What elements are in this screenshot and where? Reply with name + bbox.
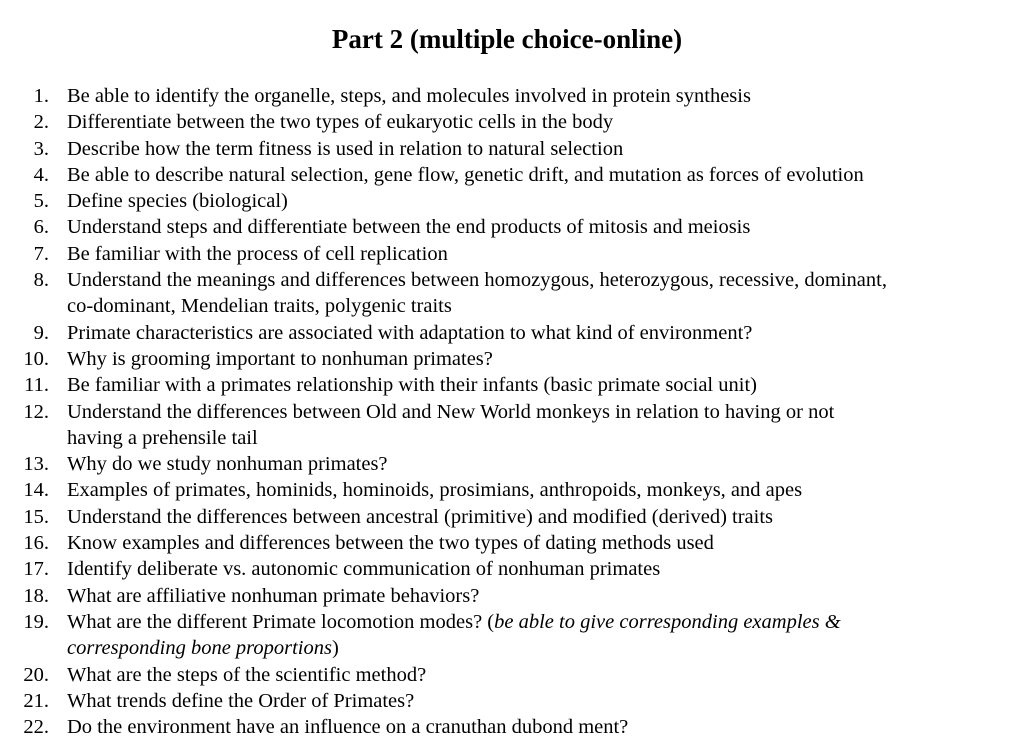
list-item — [0, 320, 1024, 346]
item-line: Define species (biological) — [67, 190, 288, 213]
list-item — [0, 214, 1024, 240]
item-line: Why is grooming important to nonhuman primates? — [67, 347, 493, 370]
item-text — [67, 241, 1024, 267]
item-text — [67, 162, 1024, 188]
item-text — [67, 267, 1024, 320]
item-number: 21. — [23, 689, 49, 712]
item-text — [67, 372, 1024, 398]
item-line: co-dominant, Mendelian traits, polygenic traits — [67, 295, 452, 318]
item-number: 22. — [23, 716, 49, 739]
item-text — [67, 504, 1024, 530]
item-line: Differentiate between the two types of eukaryotic cells in the body — [67, 111, 614, 134]
list-item — [0, 136, 1024, 162]
list-item — [0, 188, 1024, 214]
item-number: 7. — [33, 242, 49, 265]
list-item — [0, 662, 1024, 688]
list-item — [0, 477, 1024, 503]
item-line: Understand steps and differentiate between the end products of mitosis and meiosis — [67, 216, 751, 239]
item-line: What trends define the Order of Primates? — [67, 689, 415, 712]
item-number: 3. — [33, 137, 49, 160]
item-line: What are affiliative nonhuman primate behaviors? — [67, 584, 480, 607]
item-text — [67, 662, 1024, 688]
list-item — [0, 399, 1024, 452]
list-item — [0, 583, 1024, 609]
item-text-italic: be able to give corresponding examples & — [494, 610, 841, 633]
item-line: Examples of primates, hominids, hominoids, prosimians, anthropoids, monkeys, and apes — [67, 479, 803, 502]
item-number: 5. — [33, 190, 49, 213]
item-number: 4. — [33, 163, 49, 186]
item-text — [67, 136, 1024, 162]
item-line — [67, 609, 1024, 635]
list-item — [0, 714, 1024, 740]
item-text — [67, 714, 1024, 740]
item-text-italic: corresponding bone proportions — [67, 637, 332, 660]
study-guide-list — [0, 83, 1024, 740]
item-number: 8. — [33, 269, 49, 292]
item-number: 17. — [23, 558, 49, 581]
item-text — [67, 688, 1024, 714]
item-line: Understand the differences between Old and New World monkeys in relation to having or not — [67, 400, 835, 423]
item-line: Why do we study nonhuman primates? — [67, 453, 388, 476]
item-line: Describe how the term fitness is used in relation to natural selection — [67, 137, 624, 160]
item-line: Understand the differences between ancestral (primitive) and modified (derived) traits — [67, 505, 774, 528]
item-text — [67, 109, 1024, 135]
item-text — [67, 188, 1024, 214]
item-number: 6. — [33, 216, 49, 239]
item-text — [67, 214, 1024, 240]
list-item — [0, 346, 1024, 372]
item-line: Identify deliberate vs. autonomic communication of nonhuman primates — [67, 558, 661, 581]
item-text — [67, 83, 1024, 109]
item-text — [67, 346, 1024, 372]
list-item — [0, 451, 1024, 477]
item-text — [67, 320, 1024, 346]
item-line: Be able to describe natural selection, gene flow, genetic drift, and mutation as forces of evolution — [67, 163, 864, 186]
list-item — [0, 109, 1024, 135]
item-line: Be able to identify the organelle, steps, and molecules involved in protein synthesis — [67, 85, 751, 107]
item-text — [67, 399, 1024, 452]
item-number: 1. — [33, 85, 49, 107]
item-number: 13. — [23, 453, 49, 476]
item-number: 16. — [23, 532, 49, 555]
list-item — [0, 267, 1024, 320]
item-text-main: ) — [331, 637, 339, 660]
item-text — [67, 477, 1024, 503]
list-item — [0, 609, 1024, 662]
item-line: What are the steps of the scientific method? — [67, 663, 427, 686]
item-text-main: What are the different Primate locomotion modes? ( — [67, 610, 495, 633]
list-item — [0, 556, 1024, 582]
item-line: Know examples and differences between the two types of dating methods used — [67, 532, 714, 555]
item-number: 14. — [23, 479, 49, 502]
item-text — [67, 583, 1024, 609]
item-line: Be familiar with the process of cell replication — [67, 242, 448, 265]
list-item — [0, 530, 1024, 556]
list-item — [0, 83, 1024, 109]
item-line: Primate characteristics are associated with adaptation to what kind of environment? — [67, 321, 753, 344]
item-number: 19. — [23, 610, 49, 633]
item-line: Understand the meanings and differences between homozygous, heterozygous, recessive, dominant, — [67, 269, 887, 292]
item-number: 2. — [33, 111, 49, 134]
item-line — [67, 635, 1024, 661]
list-item — [0, 162, 1024, 188]
item-number: 10. — [23, 347, 49, 370]
item-text — [67, 530, 1024, 556]
list-item — [0, 372, 1024, 398]
item-number: 9. — [33, 321, 49, 344]
item-number: 20. — [23, 663, 49, 686]
document-title: Part 2 (multiple choice-online) — [331, 24, 683, 54]
item-line: Be familiar with a primates relationship with their infants (basic primate social unit) — [67, 374, 757, 397]
list-item — [0, 504, 1024, 530]
item-text — [67, 451, 1024, 477]
item-number: 15. — [23, 505, 49, 528]
item-text — [67, 556, 1024, 582]
item-line: Do the environment have an influence on a cranuthan dubond ment? — [67, 716, 629, 739]
item-number: 11. — [24, 374, 49, 397]
item-number: 18. — [23, 584, 49, 607]
list-item — [0, 688, 1024, 714]
list-item — [0, 241, 1024, 267]
item-line: having a prehensile tail — [67, 426, 258, 449]
item-number: 12. — [23, 400, 49, 423]
item-text — [67, 609, 1024, 662]
